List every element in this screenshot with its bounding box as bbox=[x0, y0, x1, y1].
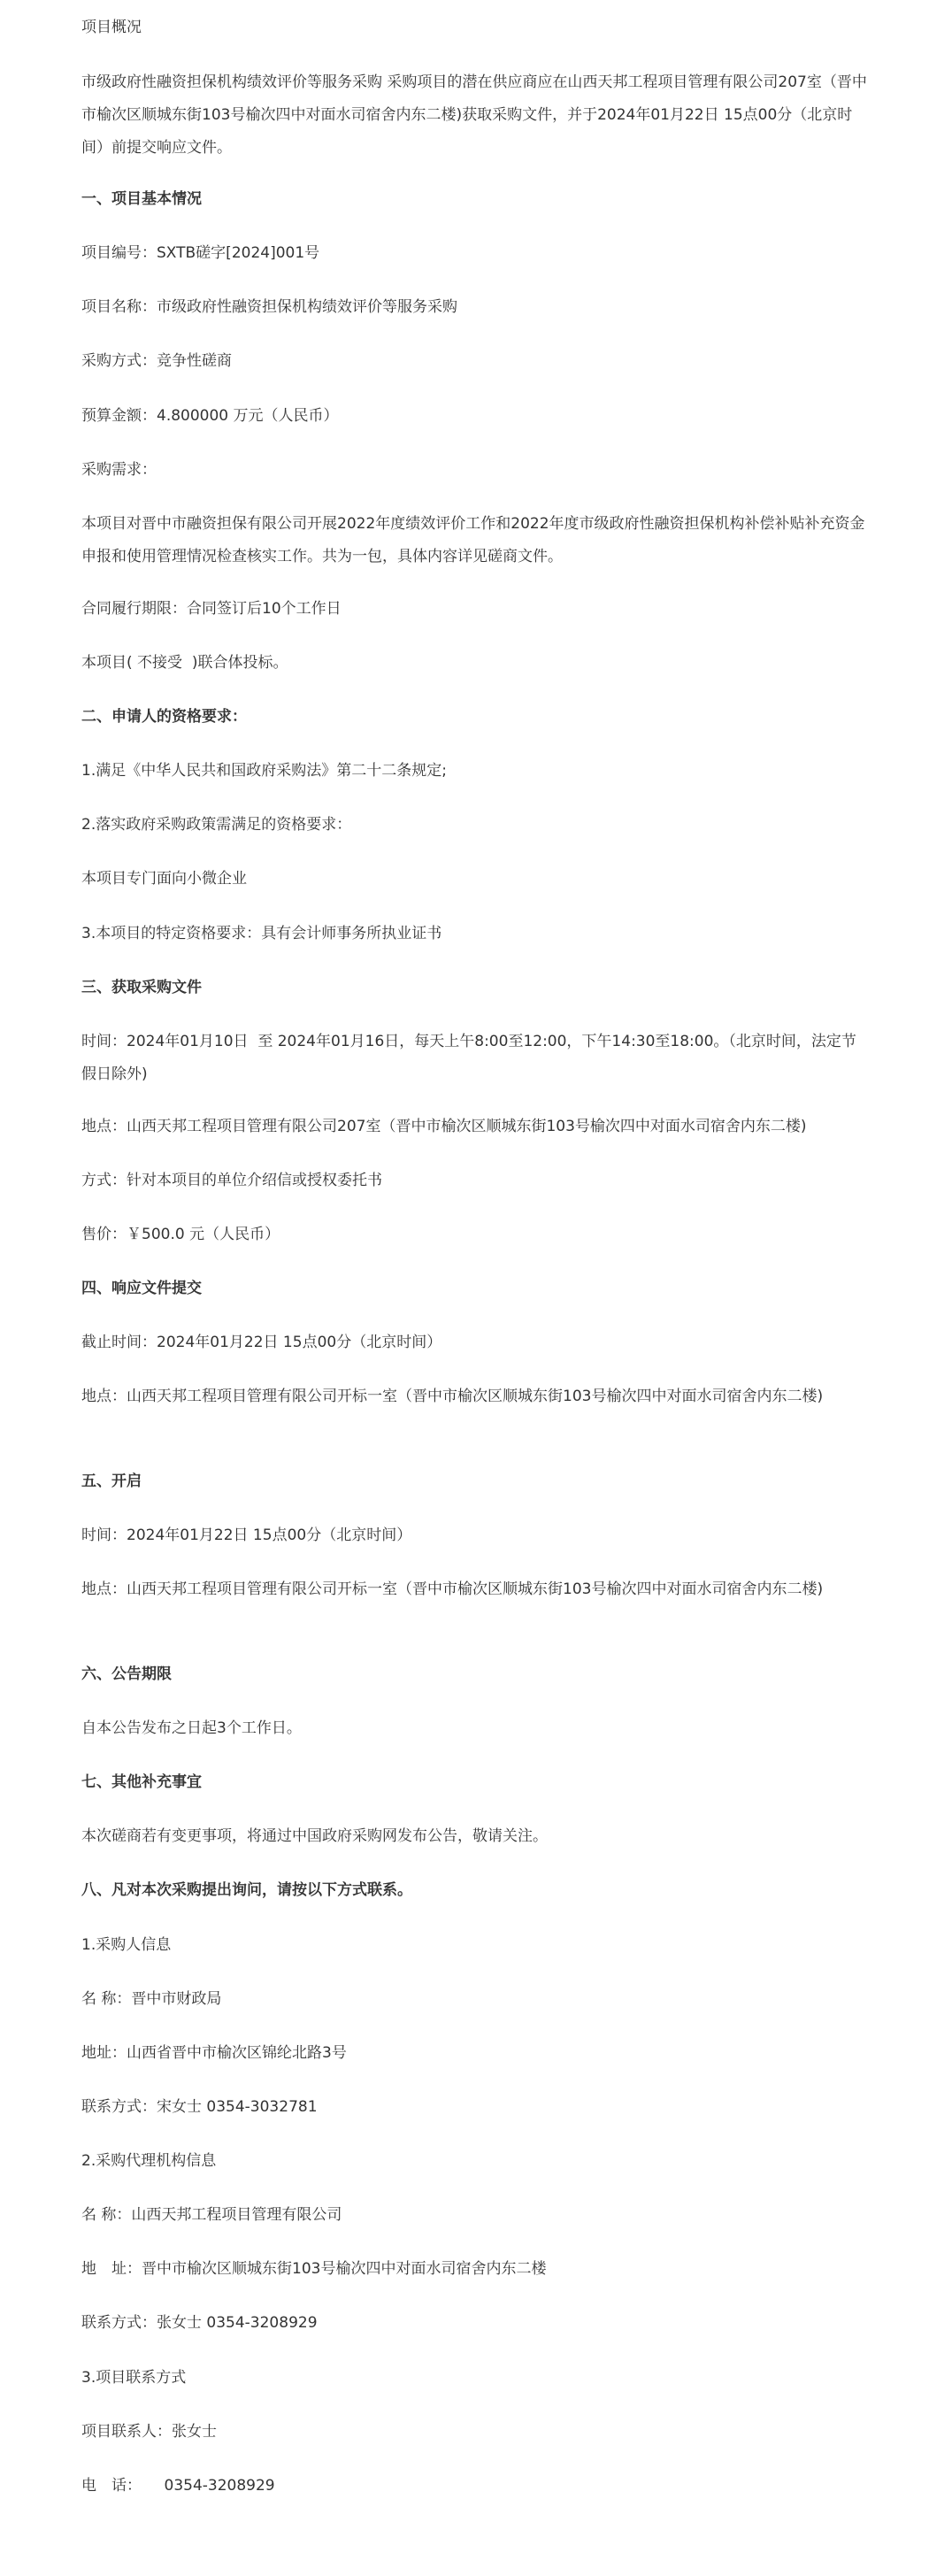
requirement-3: 3.本项目的特定资格要求：具有会计师事务所执业证书 bbox=[81, 925, 442, 942]
agency-contact: 联系方式：张女士 0354-3208929 bbox=[81, 2314, 318, 2332]
section-4-heading: 四、响应文件提交 bbox=[81, 1280, 202, 1297]
opening-place: 地点：山西天邦工程项目管理有限公司开标一室（晋中市榆次区顺城东街103号榆次四中对面水司宿舍内东二楼) bbox=[81, 1580, 824, 1598]
section-6-heading: 六、公告期限 bbox=[81, 1665, 172, 1683]
demand-label: 采购需求： bbox=[81, 461, 157, 479]
demand-text: 本项目对晋中市融资担保有限公司开展2022年度绩效评价工作和2022年度市级政府性融资担保机构补偿补贴补充资金申报和使用管理情况检查核实工作。共为一包，具体内容详见磋商文件。 bbox=[81, 515, 865, 565]
agency-name: 名 称：山西天邦工程项目管理有限公司 bbox=[81, 2206, 342, 2224]
submission-place: 地点：山西天邦工程项目管理有限公司开标一室（晋中市榆次区顺城东街103号榆次四中对面水司宿舍内东二楼) bbox=[81, 1388, 824, 1405]
procurement-method: 采购方式：竞争性磋商 bbox=[81, 352, 232, 370]
section-8-heading: 八、凡对本次采购提出询问，请按以下方式联系。 bbox=[81, 1881, 412, 1899]
opening-time: 时间：2024年01月22日 15点00分（北京时间） bbox=[81, 1526, 412, 1544]
budget-amount: 预算金额：4.800000 万元（人民币） bbox=[81, 407, 339, 425]
purchaser-name: 名 称：晋中市财政局 bbox=[81, 1990, 222, 2008]
overview-text: 市级政府性融资担保机构绩效评价等服务采购 采购项目的潜在供应商应在山西天邦工程项目管理有限公司207室（晋中市榆次区顺城东街103号榆次四中对面水司宿舍内东二楼)获取采购文件，并于2024年01月22日 15点00分（北京时间）前提交响应文件。 bbox=[81, 73, 867, 157]
requirement-2-detail: 本项目专门面向小微企业 bbox=[81, 870, 247, 888]
notice-period: 自本公告发布之日起3个工作日。 bbox=[81, 1719, 302, 1737]
project-contact-title: 3.项目联系方式 bbox=[81, 2369, 187, 2387]
requirement-2: 2.落实政府采购政策需满足的资格要求： bbox=[81, 816, 352, 834]
requirement-1: 1.满足《中华人民共和国政府采购法》第二十二条规定; bbox=[81, 762, 447, 780]
project-contact-person: 项目联系人：张女士 bbox=[81, 2423, 217, 2441]
contract-period: 合同履行期限：合同签订后10个工作日 bbox=[81, 600, 342, 618]
obtain-time: 时间：2024年01月10日 至 2024年01月16日，每天上午8:00至12:00，下午14:30至18:00。（北京时间，法定节假日除外) bbox=[81, 1033, 856, 1083]
purchaser-contact: 联系方式：宋女士 0354-3032781 bbox=[81, 2098, 318, 2116]
project-number: 项目编号：SXTB磋字[2024]001号 bbox=[81, 244, 320, 262]
section-5-heading: 五、开启 bbox=[81, 1473, 142, 1490]
purchaser-address: 地址：山西省晋中市榆次区锦纶北路3号 bbox=[81, 2044, 347, 2062]
obtain-way: 方式：针对本项目的单位介绍信或授权委托书 bbox=[81, 1172, 382, 1189]
section-2-heading: 二、申请人的资格要求： bbox=[81, 708, 247, 726]
purchaser-title: 1.采购人信息 bbox=[81, 1936, 172, 1954]
section-7-heading: 七、其他补充事宜 bbox=[81, 1773, 202, 1791]
project-phone: 电 话： 0354-3208929 bbox=[81, 2477, 275, 2495]
project-name: 项目名称：市级政府性融资担保机构绩效评价等服务采购 bbox=[81, 298, 457, 316]
submission-deadline: 截止时间：2024年01月22日 15点00分（北京时间） bbox=[81, 1334, 442, 1351]
overview-title: 项目概况 bbox=[81, 19, 142, 36]
consortium-note: 本项目( 不接受 )联合体投标。 bbox=[81, 654, 288, 672]
document-price: 售价：￥500.0 元（人民币） bbox=[81, 1226, 280, 1243]
section-3-heading: 三、获取采购文件 bbox=[81, 979, 202, 996]
section-1-heading: 一、项目基本情况 bbox=[81, 190, 202, 208]
obtain-place: 地点：山西天邦工程项目管理有限公司207室（晋中市榆次区顺城东街103号榆次四中对面水司宿舍内东二楼) bbox=[81, 1118, 807, 1135]
agency-title: 2.采购代理机构信息 bbox=[81, 2152, 217, 2170]
agency-address: 地 址：晋中市榆次区顺城东街103号榆次四中对面水司宿舍内东二楼 bbox=[81, 2260, 547, 2278]
supplementary-text: 本次磋商若有变更事项，将通过中国政府采购网发布公告，敬请关注。 bbox=[81, 1827, 548, 1845]
